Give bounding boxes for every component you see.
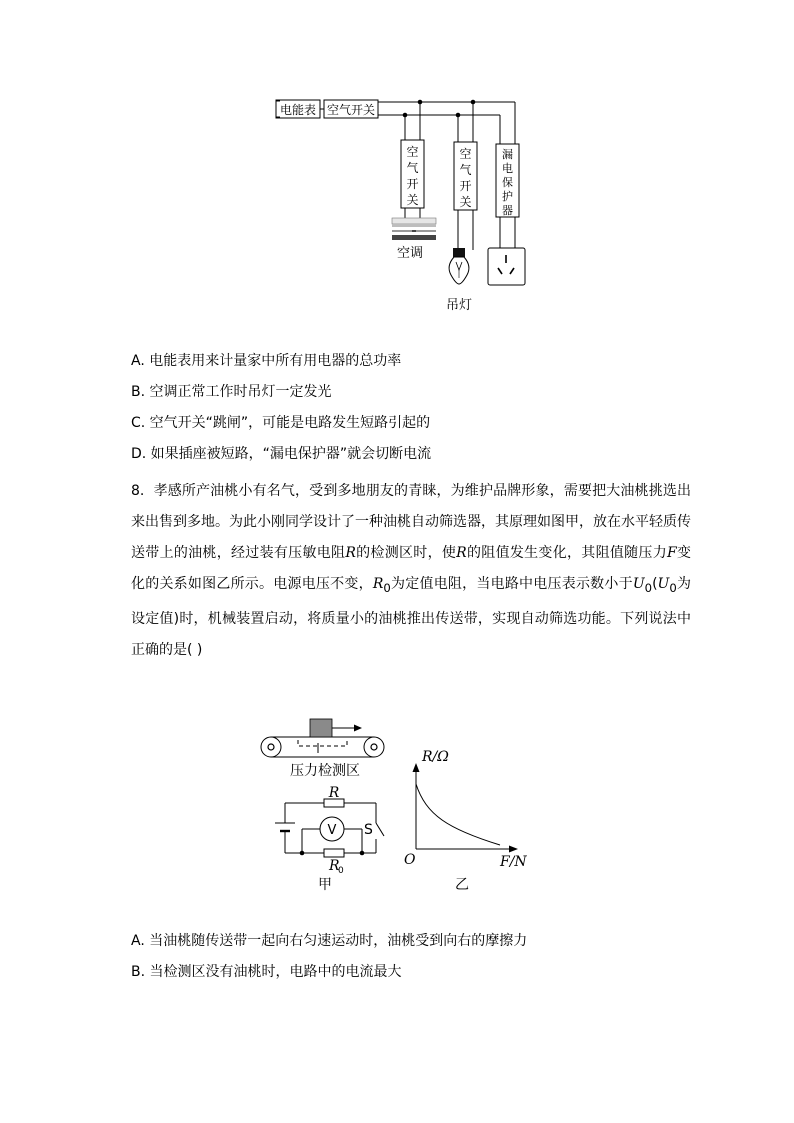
caption-yi: 乙 [455,877,469,893]
graph-x-label: F/N [500,854,527,870]
symbol-r: R [456,545,467,561]
q8-text: 的阻值发生变化，其阻值随压力 [466,545,668,561]
q7-option-b: B. 空调正常工作时吊灯一定发光 [131,384,332,400]
q7-option-c: C. 空气开关“跳闸”，可能是电路发生短路引起的 [131,415,431,431]
symbol-f: F [667,545,677,561]
symbol-u0-sub: 0 [669,580,677,595]
q8-text: 孝感所产油桃小有名气，受到多地朋友的青睐，为维护品牌形象，需要把大油桃挑选出来出售到多地。为此小刚同学设计了一种油桃自动筛选器，其原理如图甲，放在水平轻质传送带上的油桃，经过装有压敏电阻 [131,483,692,561]
question-number: 8. [131,483,145,499]
symbol-r: R [345,545,356,561]
graph-origin-label: O [404,852,416,868]
protector-char: 器 [502,204,513,217]
ac-switch-char: 关 [406,193,419,207]
lamp-label: 吊灯 [445,298,473,313]
voltmeter-label: V [327,823,337,838]
lamp-switch-char: 关 [459,195,472,209]
ac-switch-char: 气 [406,161,419,175]
resistor-r-label: R [328,785,340,801]
q8-option-b: B. 当检测区没有油桃时，电路中的电流最大 [131,964,402,980]
main-air-switch-label: 空气开关 [326,103,376,117]
protector-char: 电 [502,162,513,175]
lamp-switch-char: 开 [459,179,472,193]
q8-text: 的检测区时，使 [355,545,457,561]
ac-label: 空调 [396,246,424,261]
symbol-u0: U [632,576,645,592]
protector-char: 护 [502,190,513,203]
symbol-r0-sub: 0 [383,580,391,595]
q8-text: 为定值电阻，当电路中电压表示数小于 [390,576,633,592]
q8-text: ( [652,576,658,592]
switch-label: S [364,822,373,838]
q8-option-a: A. 当油桃随传送带一起向右匀速运动时，油桃受到向右的摩擦力 [131,933,528,949]
graph-y-label: R/Ω [422,749,449,765]
resistor-r0 [324,849,344,857]
q8-text: 变化的关系如图乙所示。电源电压不变， [131,545,692,592]
symbol-u0-sub: 0 [644,580,653,595]
protector-char: 保 [502,176,513,189]
lamp-switch-char: 气 [459,163,472,177]
symbol-u0: U [657,576,670,592]
lamp-switch-char: 空 [459,147,472,161]
ac-switch-char: 空 [406,145,419,159]
q7-option-a: A. 电能表用来计量家中所有用电器的总功率 [131,353,402,369]
symbol-r0: R [372,576,384,592]
detect-area-label: 压力检测区 [290,763,360,779]
ac-switch-char: 开 [406,177,419,191]
resistor-r0-label: R [329,858,340,874]
q8-text: 为设定值)时，机械装置启动，将质量小的油桃推出传送带，实现自动筛选功能。下列说法中正确的是( ) [131,576,692,658]
resistor-r0-sub: 0 [338,866,344,876]
peach-block [310,719,332,737]
q7-option-d: D. 如果插座被短路，“漏电保护器”就会切断电流 [131,446,432,462]
protector-char: 漏 [502,148,513,161]
electric-meter-label: 电能表 [279,103,317,117]
caption-jia: 甲 [318,877,332,893]
